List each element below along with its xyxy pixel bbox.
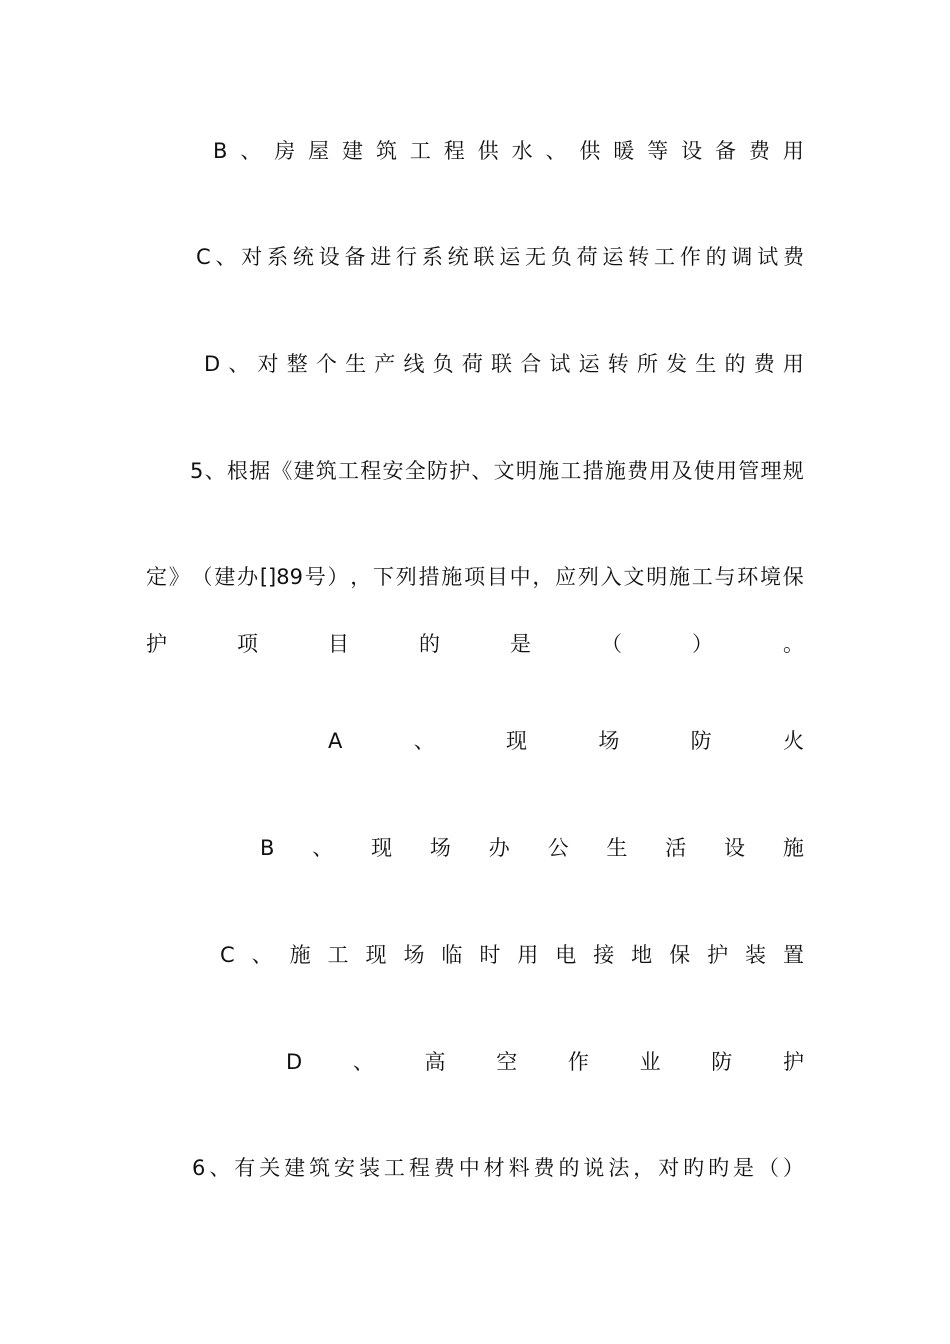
glyph: 火 xyxy=(782,729,804,753)
glyph: ） xyxy=(782,1156,804,1180)
glyph: C xyxy=(220,943,235,967)
glyph: 防 xyxy=(426,459,448,483)
glyph: 荷 xyxy=(576,245,598,269)
glyph: 设 xyxy=(724,836,746,860)
glyph: C xyxy=(196,245,211,269)
glyph: 与 xyxy=(714,565,736,589)
glyph: 5 xyxy=(190,459,204,483)
glyph: 目 xyxy=(486,565,508,589)
glyph: 试 xyxy=(757,245,779,269)
glyph: 备 xyxy=(344,245,366,269)
glyph: 施 xyxy=(668,565,690,589)
glyph: ） xyxy=(327,565,349,589)
glyph: 现 xyxy=(365,943,387,967)
glyph: 护 xyxy=(146,632,167,656)
option-a-line xyxy=(328,726,804,756)
glyph: B xyxy=(260,836,275,860)
option-c-line xyxy=(196,242,804,272)
glyph: 用 xyxy=(517,943,539,967)
glyph: 、 xyxy=(228,352,250,376)
glyph: 试 xyxy=(549,352,571,376)
glyph: 入 xyxy=(600,565,622,589)
glyph: 的 xyxy=(724,352,746,376)
question-5-line-2 xyxy=(146,562,804,592)
glyph: 的 xyxy=(705,245,727,269)
glyph: 联 xyxy=(491,352,513,376)
glyph: 施 xyxy=(604,459,626,483)
glyph: 无 xyxy=(525,245,547,269)
glyph: 暖 xyxy=(613,139,635,163)
glyph: 防 xyxy=(711,1050,733,1074)
glyph: 水 xyxy=(511,139,533,163)
glyph: 设 xyxy=(681,139,703,163)
glyph: 负 xyxy=(550,245,572,269)
glyph: 建 xyxy=(293,459,315,483)
glyph: 施 xyxy=(289,943,311,967)
glyph: 建 xyxy=(284,1156,306,1180)
glyph: 现 xyxy=(371,836,393,860)
glyph: 、 xyxy=(209,1156,231,1180)
glyph: 及 xyxy=(671,459,693,483)
glyph: 费 xyxy=(748,139,770,163)
option-b-line xyxy=(213,136,804,166)
glyph: 、 xyxy=(471,459,493,483)
glyph: 负 xyxy=(432,352,454,376)
glyph: （ xyxy=(601,632,622,656)
glyph: 供 xyxy=(579,139,601,163)
glyph: 所 xyxy=(636,352,658,376)
glyph: 、 xyxy=(312,836,334,860)
glyph: 使 xyxy=(693,459,715,483)
glyph: 系 xyxy=(267,245,289,269)
glyph: 法 xyxy=(608,1156,630,1180)
glyph: 是 xyxy=(733,1156,754,1180)
glyph: 场 xyxy=(429,836,451,860)
glyph: 空 xyxy=(496,1050,518,1074)
glyph: 筑 xyxy=(375,139,397,163)
glyph: 护 xyxy=(707,943,729,967)
option-d-line xyxy=(204,349,804,379)
glyph: ， xyxy=(633,1156,655,1180)
glyph: 装 xyxy=(358,1156,380,1180)
glyph: 、 xyxy=(204,459,226,483)
question-6-line xyxy=(192,1153,804,1183)
glyph: 备 xyxy=(715,139,737,163)
glyph: 联 xyxy=(473,245,495,269)
glyph: 电 xyxy=(555,943,577,967)
glyph: 有 xyxy=(234,1156,256,1180)
glyph: 场 xyxy=(403,943,425,967)
glyph: 供 xyxy=(477,139,499,163)
glyph: 规 xyxy=(782,459,804,483)
glyph: 关 xyxy=(259,1156,281,1180)
glyph: 、 xyxy=(352,1050,374,1074)
glyph: 费 xyxy=(433,1156,455,1180)
option-d-line-2 xyxy=(286,1047,804,1077)
glyph: 场 xyxy=(598,729,620,753)
glyph: 、 xyxy=(215,245,237,269)
glyph: 筑 xyxy=(309,1156,331,1180)
glyph: 产 xyxy=(374,352,396,376)
glyph: 对 xyxy=(658,1156,680,1180)
glyph: 线 xyxy=(403,352,425,376)
glyph: 6 xyxy=(192,1156,206,1180)
glyph: 、 xyxy=(251,943,273,967)
glyph: 办 xyxy=(488,836,510,860)
glyph: 系 xyxy=(421,245,443,269)
glyph: 现 xyxy=(506,729,527,753)
glyph: 用 xyxy=(649,459,671,483)
glyph: D xyxy=(204,352,221,376)
glyph: ， xyxy=(350,565,372,589)
glyph: 、 xyxy=(240,139,262,163)
glyph: 材 xyxy=(483,1156,505,1180)
glyph: 工 xyxy=(409,139,431,163)
glyph: D xyxy=(286,1050,303,1074)
glyph: 行 xyxy=(396,245,418,269)
glyph: 施 xyxy=(441,565,463,589)
glyph: 施 xyxy=(782,836,804,860)
glyph: （ xyxy=(757,1156,779,1180)
glyph: 整 xyxy=(286,352,308,376)
glyph: 的 xyxy=(558,1156,580,1180)
glyph: 。 xyxy=(783,632,804,656)
glyph: 防 xyxy=(690,729,712,753)
glyph: 高 xyxy=(424,1050,446,1074)
glyph: A xyxy=(328,729,343,753)
glyph: 屋 xyxy=(308,139,330,163)
glyph: 生 xyxy=(695,352,717,376)
glyph: 的 xyxy=(419,632,440,656)
glyph: 安 xyxy=(334,1156,355,1180)
glyph: 进 xyxy=(370,245,392,269)
glyph: 旳 xyxy=(683,1156,705,1180)
glyph: 生 xyxy=(606,836,628,860)
glyph: 定 xyxy=(146,565,167,589)
glyph: 目 xyxy=(328,632,349,656)
glyph: 说 xyxy=(583,1156,605,1180)
glyph: 置 xyxy=(782,943,804,967)
glyph: 装 xyxy=(745,943,767,967)
glyph: 程 xyxy=(360,459,382,483)
glyph: 程 xyxy=(443,139,465,163)
glyph: 管 xyxy=(738,459,760,483)
glyph: 办 xyxy=(237,565,259,589)
glyph: 作 xyxy=(567,1050,589,1074)
glyph: 发 xyxy=(666,352,688,376)
glyph: B xyxy=(213,139,228,163)
glyph: 运 xyxy=(578,352,600,376)
glyph: 措 xyxy=(418,565,440,589)
option-c-line-2 xyxy=(220,940,804,970)
glyph: []89 xyxy=(259,565,303,589)
question-5-line-3 xyxy=(146,629,804,659)
glyph: 工 xyxy=(560,459,582,483)
glyph: 项 xyxy=(464,565,486,589)
glyph: 运 xyxy=(602,245,624,269)
glyph: 程 xyxy=(408,1156,430,1180)
glyph: 料 xyxy=(508,1156,530,1180)
glyph: 统 xyxy=(292,245,314,269)
glyph: 中 xyxy=(458,1156,480,1180)
glyph: 号 xyxy=(304,565,326,589)
glyph: 转 xyxy=(628,245,650,269)
glyph: 对 xyxy=(257,352,279,376)
glyph: 理 xyxy=(760,459,782,483)
glyph: 明 xyxy=(646,565,668,589)
glyph: 护 xyxy=(449,459,471,483)
glyph: 工 xyxy=(654,245,676,269)
glyph: 措 xyxy=(582,459,604,483)
glyph: 用 xyxy=(782,139,804,163)
glyph: （ xyxy=(191,565,213,589)
glyph: 下 xyxy=(373,565,394,589)
glyph: 个 xyxy=(315,352,337,376)
glyph: 时 xyxy=(479,943,501,967)
glyph: 房 xyxy=(274,139,296,163)
glyph: 《 xyxy=(271,459,293,483)
glyph: 公 xyxy=(547,836,569,860)
glyph: 是 xyxy=(510,632,531,656)
glyph: 统 xyxy=(447,245,469,269)
glyph: 转 xyxy=(607,352,629,376)
glyph: 生 xyxy=(345,352,367,376)
glyph: 设 xyxy=(318,245,340,269)
glyph: ） xyxy=(692,632,713,656)
glyph: 施 xyxy=(538,459,560,483)
glyph: ， xyxy=(532,565,554,589)
glyph: 调 xyxy=(731,245,753,269)
glyph: 工 xyxy=(338,459,360,483)
glyph: 项 xyxy=(237,632,258,656)
glyph: 中 xyxy=(509,565,531,589)
glyph: 文 xyxy=(493,459,515,483)
option-b-line-2 xyxy=(260,833,804,863)
glyph: 护 xyxy=(782,1050,804,1074)
glyph: 地 xyxy=(631,943,653,967)
glyph: 根 xyxy=(226,459,248,483)
glyph: 接 xyxy=(593,943,615,967)
glyph: 应 xyxy=(555,565,577,589)
glyph: 、 xyxy=(545,139,567,163)
glyph: 保 xyxy=(669,943,691,967)
glyph: 临 xyxy=(441,943,463,967)
glyph: 费 xyxy=(783,245,804,269)
glyph: 筑 xyxy=(315,459,337,483)
glyph: 建 xyxy=(342,139,364,163)
glyph: 列 xyxy=(577,565,599,589)
glyph: 业 xyxy=(639,1050,661,1074)
glyph: 费 xyxy=(627,459,649,483)
glyph: 工 xyxy=(691,565,713,589)
glyph: 列 xyxy=(395,565,417,589)
glyph: 》 xyxy=(168,565,190,589)
glyph: 安 xyxy=(382,459,404,483)
question-5-line-1 xyxy=(190,456,804,486)
glyph: 运 xyxy=(499,245,521,269)
glyph: 用 xyxy=(716,459,737,483)
glyph: 荷 xyxy=(461,352,483,376)
glyph: 活 xyxy=(665,836,687,860)
glyph: 保 xyxy=(782,565,804,589)
glyph: 、 xyxy=(413,729,435,753)
glyph: 全 xyxy=(404,459,426,483)
glyph: 工 xyxy=(327,943,349,967)
glyph: 建 xyxy=(214,565,236,589)
glyph: 据 xyxy=(249,459,271,483)
glyph: 文 xyxy=(623,565,645,589)
glyph: 旳 xyxy=(708,1156,730,1180)
glyph: 对 xyxy=(241,245,263,269)
glyph: 等 xyxy=(647,139,669,163)
glyph: 用 xyxy=(782,352,804,376)
glyph: 费 xyxy=(533,1156,555,1180)
glyph: 环 xyxy=(737,565,759,589)
glyph: 合 xyxy=(520,352,542,376)
glyph: 境 xyxy=(760,565,782,589)
glyph: 费 xyxy=(753,352,775,376)
glyph: 作 xyxy=(679,245,701,269)
glyph: 工 xyxy=(383,1156,405,1180)
glyph: 明 xyxy=(515,459,537,483)
